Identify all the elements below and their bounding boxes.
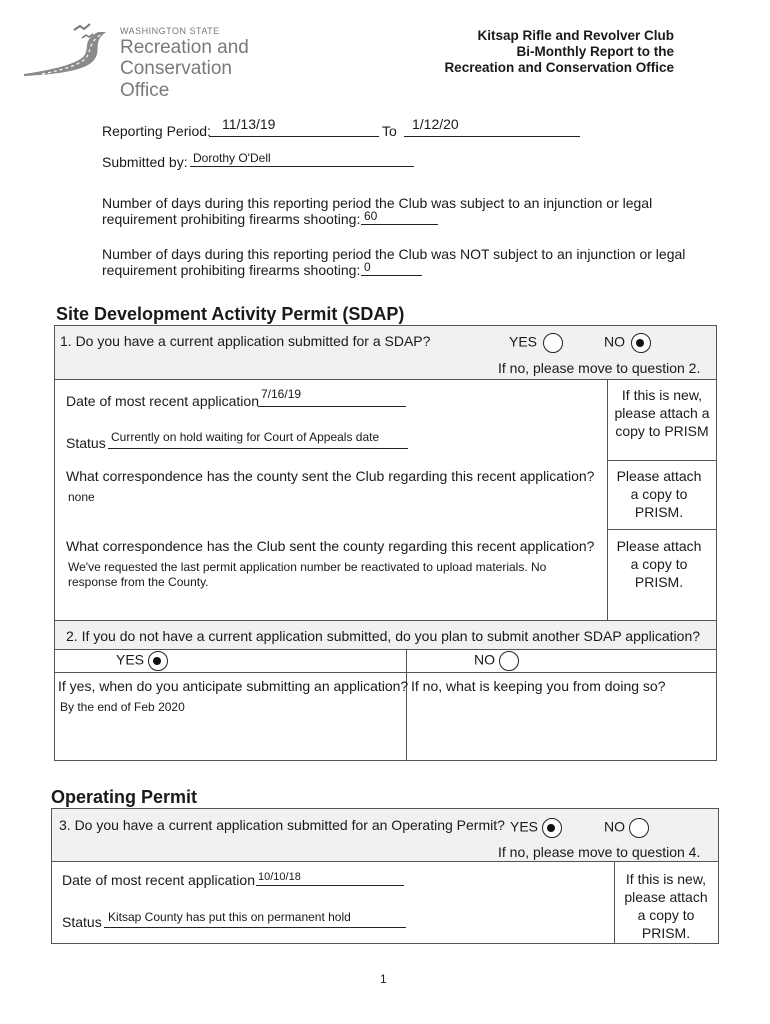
op-date-line — [256, 885, 404, 886]
q2-no-question: If no, what is keeping you from doing so? — [411, 678, 666, 694]
days-not-subject-line — [361, 275, 422, 276]
q3-no-radio[interactable] — [629, 818, 649, 838]
days-subject-text-2: requirement prohibiting firearms shooting: — [102, 211, 361, 227]
q2-yes-label: YES — [116, 651, 145, 668]
logo-state: WASHINGTON STATE — [120, 26, 220, 36]
q2-answer-divider — [54, 672, 717, 673]
q2-yes-question: If yes, when do you anticipate submitting an application? — [58, 678, 409, 694]
days-not-subject-text-1: Number of days during this reporting period the Club was NOT subject to an injunction or legal — [102, 246, 686, 262]
q1-text: 1. Do you have a current application submitted for a SDAP? — [60, 333, 431, 349]
q1-yes-radio[interactable] — [543, 333, 563, 353]
page-number: 1 — [380, 972, 387, 986]
sdap-title: Site Development Activity Permit (SDAP) — [56, 304, 405, 324]
side-column-divider — [607, 379, 608, 620]
q3-divider — [51, 861, 719, 862]
sdap-date-label: Date of most recent application — [66, 393, 259, 409]
logo-name-2: Conservation Office — [120, 58, 232, 101]
q1-note: If no, please move to question 2. — [498, 360, 701, 376]
period-from-line — [209, 136, 379, 137]
q2-text: 2. If you do not have a current application submitted, do you plan to submit another SDAP application? — [66, 628, 701, 644]
q2-column-divider — [406, 649, 407, 761]
sdap-status[interactable]: Currently on hold waiting for Court of Appeals date — [111, 430, 380, 444]
q1-divider — [54, 379, 717, 380]
county-question: What correspondence has the county sent the Club regarding this recent application? — [66, 468, 595, 484]
report-header — [444, 28, 674, 76]
sdap-status-label: Status — [66, 435, 106, 451]
submitted-line — [190, 166, 414, 167]
submitted-by[interactable]: Dorothy O'Dell — [193, 151, 271, 165]
q2-yes-option[interactable] — [116, 651, 168, 671]
q2-yes-answer[interactable]: By the end of Feb 2020 — [60, 700, 185, 714]
sdap-side-new: If this is new, please attach a copy to PRISM — [614, 387, 710, 439]
q3-yes-radio[interactable] — [542, 818, 562, 838]
sdap-status-line — [108, 448, 408, 449]
q3-note: If no, please move to question 4. — [498, 844, 701, 860]
submitted-label: Submitted by: — [102, 154, 188, 170]
q3-no-option[interactable] — [604, 818, 649, 838]
days-not-subject[interactable]: 0 — [364, 260, 371, 274]
days-subject-text-1: Number of days during this reporting period the Club was subject to an injunction or legal — [102, 195, 653, 211]
q1-no-label: NO — [604, 333, 625, 350]
op-status[interactable]: Kitsap County has put this on permanent hold — [108, 910, 351, 924]
q2-no-option[interactable] — [474, 651, 519, 671]
q3-yes-label: YES — [510, 818, 539, 835]
op-side-divider — [614, 861, 615, 944]
period-from[interactable]: 11/13/19 — [222, 116, 276, 132]
q1-no-radio[interactable] — [631, 333, 651, 353]
side-divider-2 — [607, 529, 717, 530]
q1-no-option[interactable] — [604, 333, 651, 353]
op-date-label: Date of most recent application — [62, 872, 255, 888]
header-line-1: Kitsap Rifle and Revolver Club — [477, 28, 674, 43]
q3-no-label: NO — [604, 818, 625, 835]
rco-logo — [22, 20, 272, 101]
op-date[interactable]: 10/10/18 — [258, 871, 301, 883]
header-line-3: Recreation and Conservation Office — [444, 60, 674, 75]
q2-no-label: NO — [474, 651, 495, 668]
club-answer-1[interactable]: We've requested the last permit application number be reactivated to upload materials. No — [68, 560, 547, 574]
logo-name-1: Recreation and — [120, 37, 249, 58]
q3-yes-option[interactable] — [510, 818, 562, 838]
q1-yes-option[interactable] — [509, 333, 563, 353]
sdap-date[interactable]: 7/16/19 — [261, 387, 302, 401]
club-question: What correspondence has the Club sent the county regarding this recent application? — [66, 538, 595, 554]
side-divider-1 — [607, 460, 717, 461]
operating-title: Operating Permit — [51, 787, 198, 807]
club-answer-2[interactable]: response from the County. — [68, 575, 209, 589]
sdap-side-attach-1: Please attach a copy to PRISM. — [616, 468, 702, 520]
header-line-2: Bi-Monthly Report to the — [516, 44, 674, 59]
q3-text: 3. Do you have a current application submitted for an Operating Permit? — [59, 817, 505, 833]
q2-divider — [54, 649, 717, 650]
days-subject-line — [361, 224, 438, 225]
county-answer[interactable]: none — [68, 490, 95, 504]
to-label: To — [382, 123, 397, 139]
period-to[interactable]: 1/12/20 — [412, 116, 459, 132]
days-not-subject-text-2: requirement prohibiting firearms shooting: — [102, 262, 361, 278]
q1-yes-label: YES — [509, 333, 538, 350]
sdap-side-attach-2: Please attach a copy to PRISM. — [616, 538, 702, 590]
days-subject[interactable]: 60 — [364, 209, 378, 223]
period-to-line — [404, 136, 580, 137]
op-status-line — [104, 927, 406, 928]
q2-no-radio[interactable] — [499, 651, 519, 671]
period-label: Reporting Period: — [102, 123, 211, 139]
q2-yes-radio[interactable] — [148, 651, 168, 671]
sdap-date-line — [258, 406, 406, 407]
op-side-new: If this is new, please attach a copy to PRISM. — [624, 871, 708, 941]
road-logo-icon — [22, 20, 120, 78]
op-status-label: Status — [62, 914, 102, 930]
